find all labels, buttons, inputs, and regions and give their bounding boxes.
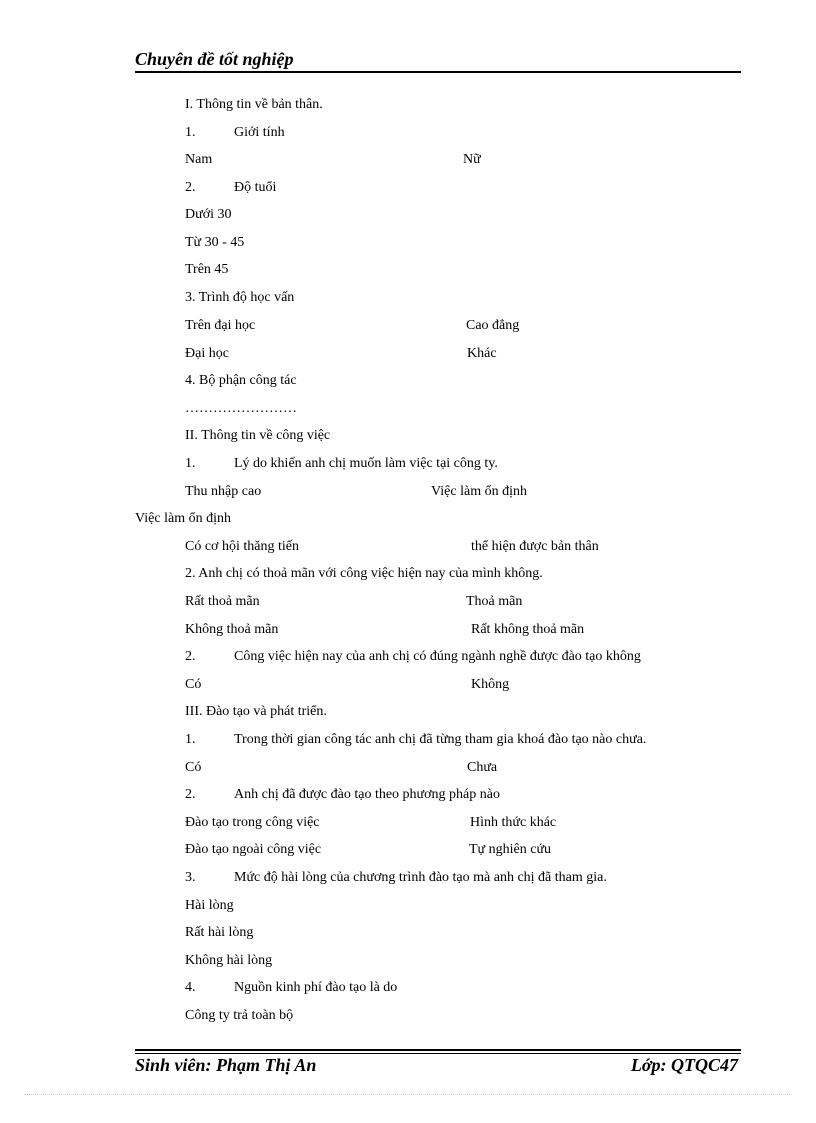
question-text: 2. Anh chị có thoả mãn với công việc hiện nay của mình không.: [185, 566, 543, 581]
question-text: Giới tính: [234, 125, 285, 140]
question-text: Công việc hiện nay của anh chị có đúng ngành nghề được đào tạo không: [234, 649, 641, 664]
item-number: 2.: [185, 649, 196, 664]
footer-student: Sinh viên: Phạm Thị An: [135, 1055, 317, 1075]
item-number: 1.: [185, 125, 196, 140]
option-text: Khác: [467, 346, 497, 361]
option-text: Cao đẳng: [466, 318, 520, 333]
item-number: 3.: [185, 870, 196, 885]
option-text: Công ty trả toàn bộ: [185, 1008, 294, 1023]
option-text: Việc làm ổn định: [135, 511, 231, 526]
option-text: Việc làm ổn định: [431, 484, 527, 499]
question-text: Lý do khiến anh chị muốn làm việc tại công ty.: [234, 456, 498, 471]
option-text: Chưa: [467, 760, 498, 775]
question-text: Mức độ hài lòng của chương trình đào tạo mà anh chị đã tham gia.: [234, 870, 607, 885]
option-text: Nam: [185, 152, 213, 167]
option-text: Rất không thoả mãn: [471, 622, 585, 637]
header-title: Chuyên đề tốt nghiệp: [135, 49, 294, 69]
question-text: Độ tuổi: [234, 180, 277, 195]
question-text: Trong thời gian công tác anh chị đã từng tham gia khoá đào tạo nào chưa.: [234, 732, 647, 747]
option-text: Không: [471, 677, 510, 692]
item-number: 2.: [185, 180, 196, 195]
item-number: 4.: [185, 980, 196, 995]
option-text: Đào tạo trong công việc: [185, 815, 320, 830]
option-text: Đại học: [185, 346, 229, 361]
option-text: Rất thoả mãn: [185, 594, 260, 609]
option-text: Không thoả mãn: [185, 622, 279, 637]
option-text: Hài lòng: [185, 898, 234, 913]
option-text: Thu nhập cao: [185, 484, 262, 499]
item-number: 2.: [185, 787, 196, 802]
option-text: Dưới 30: [185, 207, 232, 222]
option-text: Tự nghiên cứu: [469, 842, 552, 857]
section-heading-1: I. Thông tin về bản thân.: [185, 97, 323, 112]
option-text: Đào tạo ngoài công việc: [185, 842, 322, 857]
option-text: Có cơ hội thăng tiến: [185, 539, 299, 554]
section-heading-2: II. Thông tin về công việc: [185, 428, 331, 443]
option-text: Hình thức khác: [470, 815, 557, 830]
header-rule: [135, 71, 741, 73]
footer-class: Lớp: QTQC47: [630, 1055, 738, 1075]
fill-in-blank: ……………………: [185, 401, 297, 416]
question-text: 3. Trình độ học vấn: [185, 290, 295, 305]
option-text: Có: [185, 760, 202, 775]
option-text: thể hiện được bản thân: [471, 539, 599, 554]
option-text: Nữ: [463, 152, 481, 167]
question-text: 4. Bộ phận công tác: [185, 373, 297, 388]
option-text: Thoả mãn: [466, 594, 523, 609]
section-heading-3: III. Đào tạo và phát triển.: [185, 704, 327, 719]
item-number: 1.: [185, 732, 196, 747]
page-edge: [24, 1094, 792, 1095]
option-text: Không hài lòng: [185, 953, 273, 968]
footer-rule: [135, 1049, 741, 1051]
option-text: Từ 30 - 45: [185, 235, 245, 250]
question-text: Anh chị đã được đào tạo theo phương pháp nào: [234, 787, 500, 802]
item-number: 1.: [185, 456, 196, 471]
option-text: Rất hài lòng: [185, 925, 254, 940]
option-text: Trên đại học: [185, 318, 256, 333]
question-text: Nguồn kinh phí đào tạo là do: [234, 980, 398, 995]
option-text: Có: [185, 677, 202, 692]
footer-rule: [135, 1053, 741, 1054]
option-text: Trên 45: [185, 262, 229, 277]
